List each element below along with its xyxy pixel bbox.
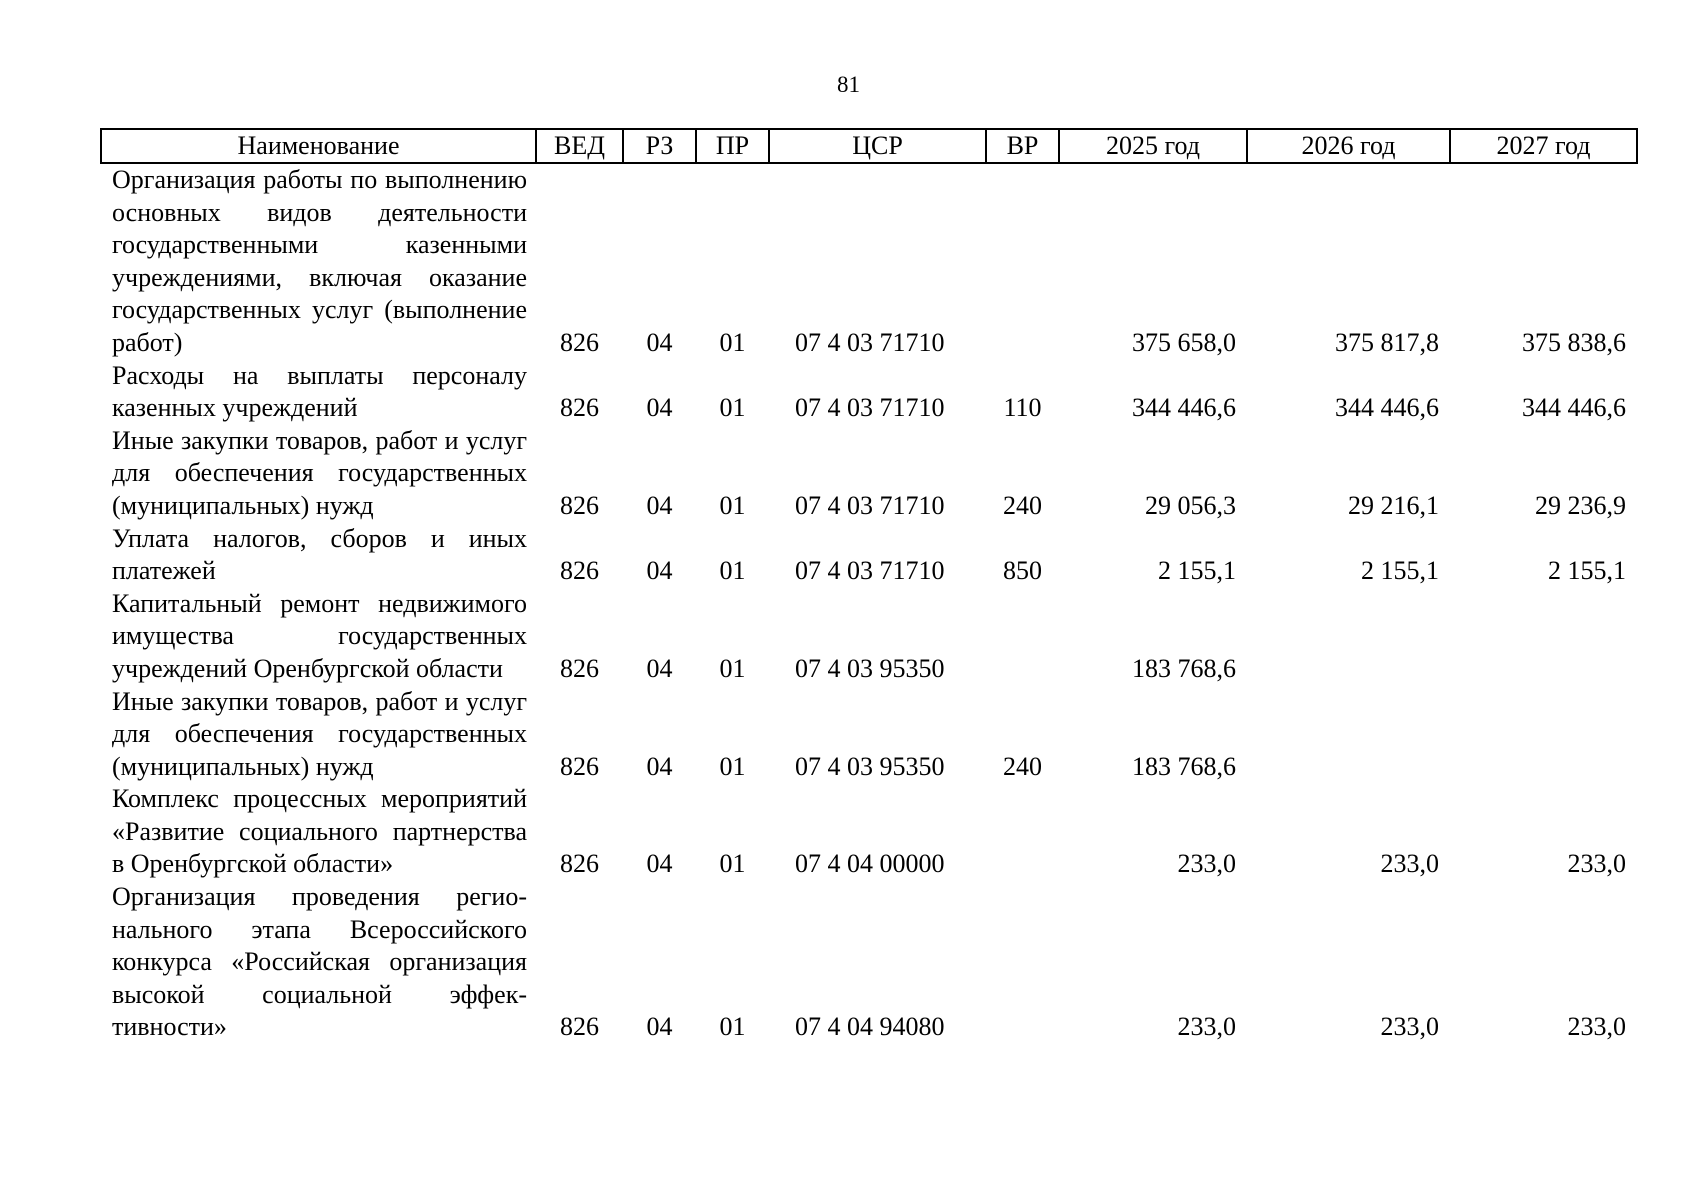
- cell-pr: 01: [719, 1012, 746, 1042]
- cell-rz: 04: [646, 393, 673, 423]
- cell-csr: 07 4 03 95350: [795, 751, 945, 781]
- cell-ved: 826: [560, 327, 599, 357]
- cell-name: Капитальный ремонт недвижимого имущества государственных учреждений Оренбургской области: [112, 588, 527, 683]
- cell-2027: [1450, 588, 1637, 686]
- cell-ved: 826: [560, 556, 599, 586]
- cell-2027: 233,0: [1567, 849, 1626, 879]
- cell-2026: 29 216,1: [1348, 490, 1439, 520]
- cell-name: Комплекс процессных мероприятий «Развитие социального партнерства в Оренбургской области»: [112, 784, 527, 879]
- table-row: [101, 588, 1637, 686]
- cell-vr: [986, 881, 1059, 1044]
- cell-2027: 233,0: [1567, 1012, 1626, 1042]
- cell-2026: 2 155,1: [1361, 556, 1439, 586]
- cell-pr: 01: [719, 393, 746, 423]
- cell-pr: 01: [719, 849, 746, 879]
- cell-vr: [986, 163, 1059, 360]
- cell-vr: 240: [1003, 751, 1042, 781]
- header-2025: 2025 год: [1059, 129, 1247, 163]
- cell-vr: [986, 588, 1059, 686]
- cell-2025: 375 658,0: [1132, 327, 1236, 357]
- cell-rz: 04: [646, 653, 673, 683]
- budget-table: [100, 128, 1638, 1044]
- table-header-row: [101, 129, 1637, 163]
- cell-name: Иные закупки товаров, работ и услуг для обеспечения государственных (муниципальных) нужд: [112, 425, 527, 520]
- cell-2027: [1450, 686, 1637, 784]
- cell-2026: 233,0: [1380, 1012, 1439, 1042]
- cell-rz: 04: [646, 556, 673, 586]
- cell-vr: 850: [1003, 556, 1042, 586]
- table-row: [101, 425, 1637, 523]
- table-row: [101, 686, 1637, 784]
- header-2026: 2026 год: [1247, 129, 1450, 163]
- cell-pr: 01: [719, 751, 746, 781]
- header-pr: ПР: [696, 129, 769, 163]
- header-ved: ВЕД: [536, 129, 623, 163]
- cell-2025: 29 056,3: [1145, 490, 1236, 520]
- cell-name: Иные закупки товаров, работ и услуг для обеспечения государственных (муниципальных) нужд: [112, 686, 527, 781]
- cell-name: Расходы на выплаты персоналу казенных учреждений: [112, 360, 527, 423]
- cell-ved: 826: [560, 653, 599, 683]
- cell-ved: 826: [560, 1012, 599, 1042]
- cell-rz: 04: [646, 327, 673, 357]
- cell-csr: 07 4 03 71710: [795, 327, 945, 357]
- cell-ved: 826: [560, 751, 599, 781]
- cell-2027: 29 236,9: [1535, 490, 1626, 520]
- header-name: Наименование: [101, 129, 536, 163]
- table-row: [101, 360, 1637, 425]
- cell-2027: 344 446,6: [1522, 393, 1626, 423]
- cell-2025: 183 768,6: [1132, 751, 1236, 781]
- cell-ved: 826: [560, 490, 599, 520]
- page-number: 81: [837, 72, 860, 97]
- cell-2027: 2 155,1: [1548, 556, 1626, 586]
- cell-name: Организация работы по выполнению основных видов деятельности государственными казенными учреждениями, включая оказание государственных услуг (выполнение работ): [112, 165, 527, 357]
- cell-rz: 04: [646, 490, 673, 520]
- header-vr: ВР: [986, 129, 1059, 163]
- header-2027: 2027 год: [1450, 129, 1637, 163]
- cell-name: Организация проведения регионального этапа Всероссийского конкурса «Российская организация высокой социальной эффективности»: [112, 882, 527, 1042]
- table-row: [101, 163, 1637, 360]
- cell-csr: 07 4 04 00000: [795, 849, 945, 879]
- cell-rz: 04: [646, 849, 673, 879]
- cell-vr: 240: [1003, 490, 1042, 520]
- cell-ved: 826: [560, 393, 599, 423]
- cell-csr: 07 4 04 94080: [795, 1012, 945, 1042]
- cell-2025: 233,0: [1177, 1012, 1236, 1042]
- cell-ved: 826: [560, 849, 599, 879]
- cell-2025: 2 155,1: [1158, 556, 1236, 586]
- cell-csr: 07 4 03 71710: [795, 556, 945, 586]
- cell-pr: 01: [719, 556, 746, 586]
- cell-vr: 110: [1003, 393, 1042, 423]
- cell-2026: [1247, 686, 1450, 784]
- cell-2026: 233,0: [1380, 849, 1439, 879]
- table-row: [101, 783, 1637, 881]
- cell-2025: 183 768,6: [1132, 653, 1236, 683]
- cell-csr: 07 4 03 71710: [795, 393, 945, 423]
- cell-pr: 01: [719, 490, 746, 520]
- cell-pr: 01: [719, 653, 746, 683]
- cell-2025: 344 446,6: [1132, 393, 1236, 423]
- cell-pr: 01: [719, 327, 746, 357]
- cell-csr: 07 4 03 95350: [795, 653, 945, 683]
- cell-rz: 04: [646, 1012, 673, 1042]
- cell-rz: 04: [646, 751, 673, 781]
- cell-vr: [986, 783, 1059, 881]
- cell-2026: 344 446,6: [1335, 393, 1439, 423]
- header-csr: ЦСР: [769, 129, 986, 163]
- cell-name: Уплата налогов, сборов и иных платежей: [112, 523, 527, 586]
- cell-2025: 233,0: [1177, 849, 1236, 879]
- header-rz: РЗ: [623, 129, 696, 163]
- table-row: [101, 881, 1637, 1044]
- cell-csr: 07 4 03 71710: [795, 490, 945, 520]
- cell-2026: 375 817,8: [1335, 327, 1439, 357]
- table-row: [101, 523, 1637, 588]
- cell-2026: [1247, 588, 1450, 686]
- cell-2027: 375 838,6: [1522, 327, 1626, 357]
